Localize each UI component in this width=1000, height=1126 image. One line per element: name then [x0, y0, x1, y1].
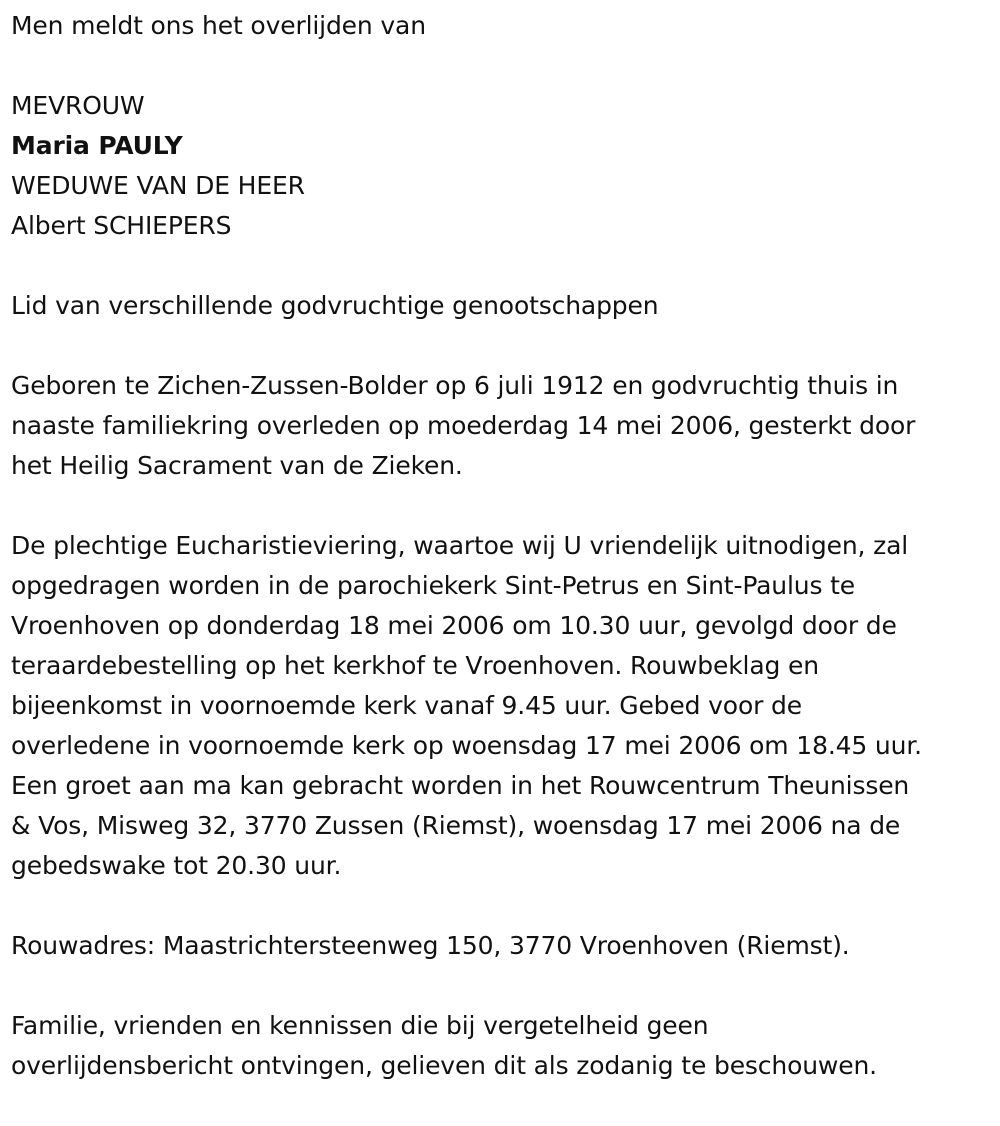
paragraph-line: opgedragen worden in de parochiekerk Sint-Petrus en Sint-Paulus te [11, 571, 856, 600]
spacer [11, 966, 1000, 1006]
spacer [11, 486, 1000, 526]
paragraph-line: overlijdensbericht ontvingen, gelieven dit als zodanig te beschouwen. [11, 1051, 877, 1080]
paragraph-line: het Heilig Sacrament van de Zieken. [11, 451, 463, 480]
birth-death-paragraph [11, 366, 1000, 486]
deceased-title: MEVROUW [11, 91, 145, 120]
paragraph-line: teraardebestelling op het kerkhof te Vroenhoven. Rouwbeklag en [11, 651, 819, 680]
paragraph-line: Familie, vrienden en kennissen die bij vergetelheid geen [11, 1011, 709, 1040]
mourning-address: Rouwadres: Maastrichtersteenweg 150, 3770 Vroenhoven (Riemst). [11, 931, 850, 960]
paragraph-line: bijeenkomst in voornoemde kerk vanaf 9.45 uur. Gebed voor de [11, 691, 802, 720]
spacer [11, 326, 1000, 366]
closing-paragraph [11, 1006, 1000, 1086]
service-paragraph [11, 526, 1000, 886]
paragraph-line: De plechtige Eucharistieviering, waartoe wij U vriendelijk uitnodigen, zal [11, 531, 909, 560]
paragraph-line: overledene in voornoemde kerk op woensdag 17 mei 2006 om 18.45 uur. [11, 731, 922, 760]
spacer [11, 886, 1000, 926]
paragraph-line: gebedswake tot 20.30 uur. [11, 851, 342, 880]
deceased-name: Maria PAULY [11, 131, 183, 160]
paragraph-line: Vroenhoven op donderdag 18 mei 2006 om 10.30 uur, gevolgd door de [11, 611, 897, 640]
membership-line: Lid van verschillende godvruchtige genootschappen [11, 291, 659, 320]
paragraph-line: & Vos, Misweg 32, 3770 Zussen (Riemst), woensdag 17 mei 2006 na de [11, 811, 901, 840]
paragraph-line: naaste familiekring overleden op moederdag 14 mei 2006, gesterkt door [11, 411, 916, 440]
deceased-relation: WEDUWE VAN DE HEER [11, 171, 305, 200]
spacer [11, 246, 1000, 286]
paragraph-line: Een groet aan ma kan gebracht worden in het Rouwcentrum Theunissen [11, 771, 910, 800]
paragraph-line: Geboren te Zichen-Zussen-Bolder op 6 juli 1912 en godvruchtig thuis in [11, 371, 899, 400]
intro-line: Men meldt ons het overlijden van [11, 11, 426, 40]
spacer [11, 46, 1000, 86]
spouse-name: Albert SCHIEPERS [11, 211, 232, 240]
